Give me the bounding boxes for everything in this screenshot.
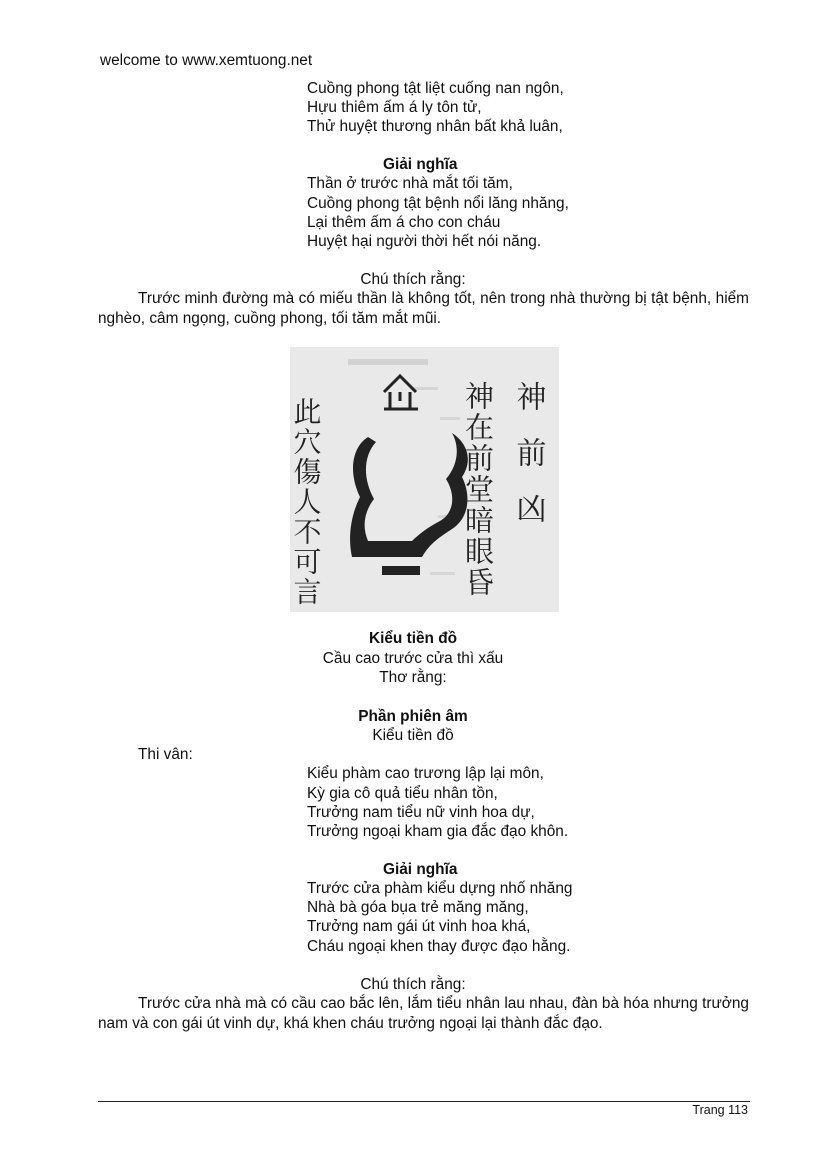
page-number: Trang 113 [692, 1103, 748, 1117]
poem-line: Trưởng nam tiểu nữ vinh hoa dự, [307, 804, 535, 821]
illustration-drawing [290, 347, 559, 612]
note-heading: Chú thích rằng: [360, 271, 466, 288]
meaning-line: Huyệt hại người thời hết nói năng. [307, 233, 542, 250]
note-heading: Chú thích rằng: [360, 976, 466, 993]
meaning-line: Trưởng nam gái út vinh hoa khá, [307, 918, 531, 935]
caption-column-right: 神前凶 [510, 381, 546, 549]
poem-line: Kiểu phàm cao trương lập lại môn, [307, 765, 544, 782]
meaning-heading: Giải nghĩa [383, 861, 458, 878]
texture-mark [348, 359, 428, 365]
thi-van-label: Thi vân: [138, 746, 193, 763]
poem-line: Kỳ gia cô quả tiểu nhân tồn, [307, 785, 498, 802]
section-title: Kiểu tiền đồ [368, 630, 458, 647]
note-paragraph: Trước minh đường mà có miếu thần là không tốt, nên trong nhà thường bị tật bệnh, hiểm nghèo, câm ngọng, cuồng phong, tối tăm mắt mũi. [98, 290, 749, 327]
meaning-line: Thần ở trước nhà mắt tối tăm, [307, 175, 513, 192]
note-paragraph: Trước cửa nhà mà có cầu cao bắc lên, lắm tiểu nhân lau nhau, đàn bà hóa nhưng trưởng nam và con gái út vinh dự, khá khen cháu trưởng ngoại lại thành đắc đạo. [98, 995, 749, 1032]
meaning-heading: Giải nghĩa [383, 156, 458, 173]
caption-column-middle: 神在前堂暗眼昏 [461, 381, 495, 598]
poem-line: Thử huyệt thương nhân bất khả luân, [307, 118, 563, 135]
meaning-line: Trước cửa phàm kiểu dựng nhố nhăng [307, 880, 573, 897]
meaning-line: Nhà bà góa bụa trẻ măng măng, [307, 899, 529, 916]
poem-line: Trưởng ngoại kham gia đắc đạo khôn. [307, 823, 569, 840]
base-bar [382, 566, 420, 575]
texture-mark [430, 572, 455, 575]
poem-line: Cuồng phong tật liệt cuống nan ngôn, [307, 80, 564, 97]
section-subtitle: Cầu cao trước cửa thì xấu [322, 650, 504, 667]
caption-column-left: 此穴傷人不可言 [290, 397, 323, 607]
poem-line: Hựu thiêm ấm á ly tôn tử, [307, 99, 482, 116]
meaning-line: Cháu ngoại khen thay được đạo hằng. [307, 938, 571, 955]
footer-divider [98, 1101, 750, 1102]
texture-mark [440, 417, 460, 420]
woodblock-illustration [290, 347, 559, 612]
meaning-line: Lại thêm ấm á cho con cháu [307, 214, 501, 231]
phonetic-subheading: Kiểu tiền đồ [372, 727, 454, 744]
meaning-line: Cuồng phong tật bệnh nổi lăng nhăng, [307, 195, 569, 212]
site-header: welcome to www.xemtuong.net [100, 52, 313, 69]
poem-intro: Thơ rằng: [379, 669, 447, 686]
phonetic-heading: Phần phiên âm [358, 708, 468, 725]
